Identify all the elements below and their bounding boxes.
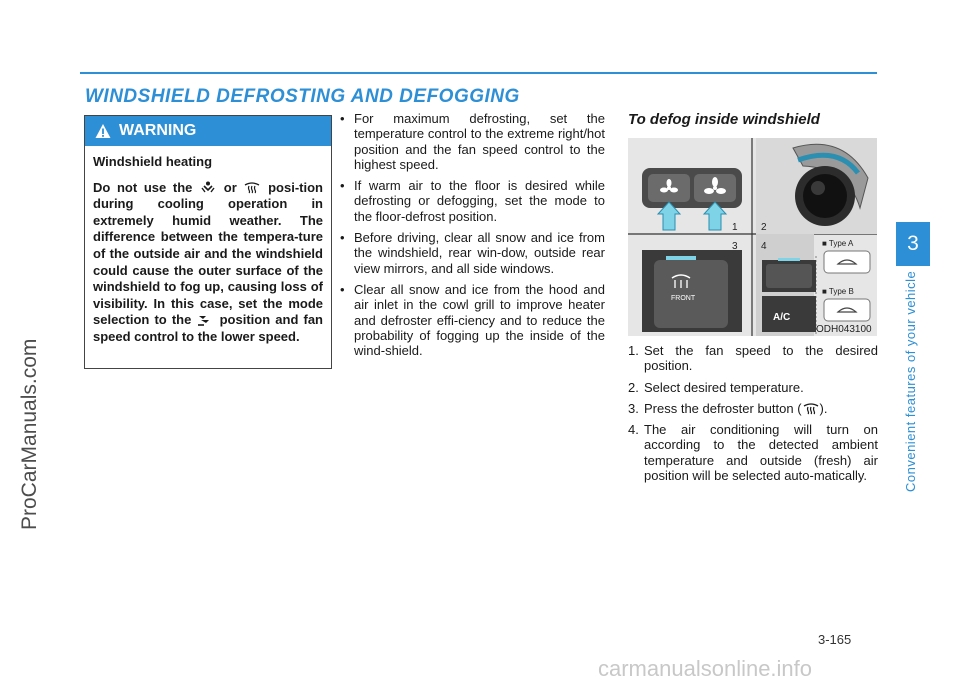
- figure-code: ODH043100: [816, 324, 872, 335]
- bullet-list: [340, 111, 605, 364]
- figure-label-4: 4: [761, 241, 767, 252]
- figure-label-2: 2: [761, 222, 767, 233]
- chapter-label: Convenient features of your vehicle: [903, 270, 918, 492]
- list-item: • If warm air to the floor is desired while defrosting or defogging, set the mode to the floor-defrost position.: [340, 178, 605, 224]
- watermark: ProCarManuals.com: [18, 338, 41, 530]
- warning-triangle-icon: [95, 123, 111, 139]
- warning-text: Do not use the or posi-tion during cooling operation in extremely humid weather. The difference between the tempera-ture of the outside air and the windshield could cause the outer surface of the windshield to fog up, causing loss of visibility. In this case, set the mode selection to the position and fan speed control to the lower speed.: [93, 179, 323, 344]
- list-item: 4. The air conditioning will turn on according to the detected ambient temperature and outside (fresh) air position will be selected auto-matically.: [628, 422, 878, 484]
- list-item: • For maximum defrosting, set the temperature control to the extreme right/hot position and the fan speed control to the highest speed.: [340, 111, 605, 172]
- footer-watermark: carmanualsonline.info: [598, 656, 813, 681]
- figure-type-b: ■ Type B: [822, 287, 854, 296]
- figure-illustration: [628, 138, 877, 336]
- figure-ac-label: A/C: [773, 312, 791, 323]
- section-title: WINDSHIELD DEFROSTING AND DEFOGGING: [85, 86, 520, 107]
- top-rule: [80, 72, 877, 74]
- steps-list: [628, 343, 878, 489]
- defrost-icon: [243, 181, 261, 194]
- warning-header: [85, 116, 331, 146]
- figure-label-3: 3: [732, 241, 738, 252]
- list-item: 3. Press the defroster button ( ).: [628, 400, 828, 416]
- list-item: • Before driving, clear all snow and ice from the windshield, rear win-dow, outside rear view mirrors, and all side windows.: [340, 230, 605, 276]
- floor-defrost-icon: [196, 313, 214, 326]
- defrost-icon: [802, 402, 820, 415]
- figure-label-1: 1: [732, 222, 738, 233]
- page-number: 3-165: [818, 632, 852, 647]
- list-item: 1. Set the fan speed to the desired position.: [628, 343, 878, 374]
- figure-front-label: FRONT: [671, 295, 696, 302]
- figure-type-a: ■ Type A: [822, 239, 854, 248]
- warning-box: [84, 115, 332, 369]
- list-item: • Clear all snow and ice from the hood and air inlet in the cowl grill to improve heater and defroster effi-ciency and to reduce the probability of fogging up the inside of the wind-shield.: [340, 281, 605, 359]
- defog-heading: To defog inside windshield: [628, 111, 820, 128]
- chapter-tab: 3: [896, 222, 930, 266]
- list-item: 2. Select desired temperature.: [628, 379, 804, 395]
- floor-mode-icon: [199, 181, 217, 194]
- warning-label: WARNING: [119, 122, 197, 139]
- warning-subtitle: Windshield heating: [93, 154, 213, 169]
- control-panel-illustration: [628, 138, 877, 336]
